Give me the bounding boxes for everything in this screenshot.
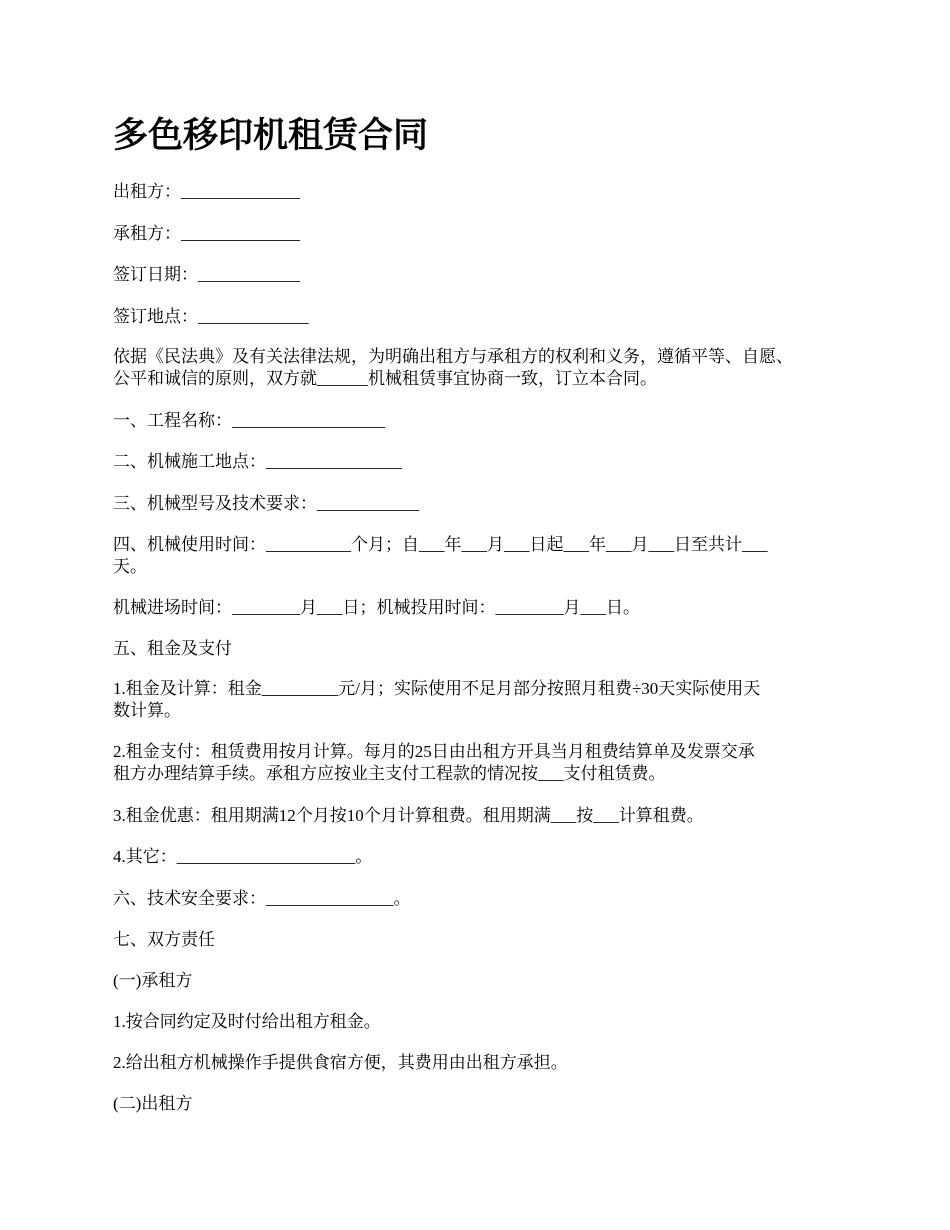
usage-period-line: 天。 bbox=[113, 557, 147, 576]
rent-payment-line: 2.租金支付：租赁费用按月计算。每月的25日由出租方开具当月租费结算单及发票交承 bbox=[113, 742, 755, 761]
preamble-line: 依据《民法典》及有关法律法规，为明确出租方与承租方的权利和义务，遵循平等、自愿、 bbox=[113, 347, 793, 366]
lessor-subheading: (二)出租方 bbox=[113, 1094, 193, 1113]
rent-calculation-line: 1.租金及计算：租金_________元/月；实际使用不足月部分按照月租费÷30天实际使用天 bbox=[113, 679, 761, 698]
lessor-field: 出租方：______________ bbox=[113, 182, 300, 201]
document-title: 多色移印机租赁合同 bbox=[113, 116, 429, 155]
preamble-paragraph bbox=[113, 346, 793, 390]
lessee-subheading: (一)承租方 bbox=[113, 971, 193, 990]
section-usage-period bbox=[113, 534, 768, 578]
rent-calculation-line: 数计算。 bbox=[113, 701, 181, 720]
lessee-duty-item: 2.给出租方机械操作手提供食宿方便，其费用由出租方承担。 bbox=[113, 1053, 568, 1072]
sign-date-field: 签订日期：____________ bbox=[113, 265, 300, 284]
rent-calculation bbox=[113, 678, 760, 722]
preamble-line: 公平和诚信的原则，双方就______机械租赁事宜协商一致，订立本合同。 bbox=[113, 369, 657, 388]
section-rent-heading: 五、租金及支付 bbox=[113, 639, 232, 658]
entry-time-line: 机械进场时间：________月___日；机械投用时间：________月___日。 bbox=[113, 598, 640, 617]
rent-other: 4.其它：_____________________。 bbox=[113, 847, 373, 866]
section-machine-model: 三、机械型号及技术要求：____________ bbox=[113, 494, 419, 513]
rent-payment bbox=[113, 741, 755, 785]
section-construction-site: 二、机械施工地点：________________ bbox=[113, 452, 402, 471]
rent-discount: 3.租金优惠：租用期满12个月按10个月计算租费。租用期满___按___计算租费。 bbox=[113, 806, 704, 825]
section-project-name: 一、工程名称：__________________ bbox=[113, 411, 385, 430]
usage-period-line: 四、机械使用时间：__________个月；自___年___月___日起___年___月___日至共计___ bbox=[113, 535, 768, 554]
lessee-duty-item: 1.按合同约定及时付给出租方租金。 bbox=[113, 1012, 381, 1031]
sign-place-field: 签订地点：_____________ bbox=[113, 307, 309, 326]
rent-payment-line: 租方办理结算手续。承租方应按业主支付工程款的情况按___支付租赁费。 bbox=[113, 764, 666, 783]
lessee-field: 承租方：______________ bbox=[113, 224, 300, 243]
section-responsibilities-heading: 七、双方责任 bbox=[113, 930, 215, 949]
section-safety-requirements: 六、技术安全要求：_______________。 bbox=[113, 889, 411, 908]
